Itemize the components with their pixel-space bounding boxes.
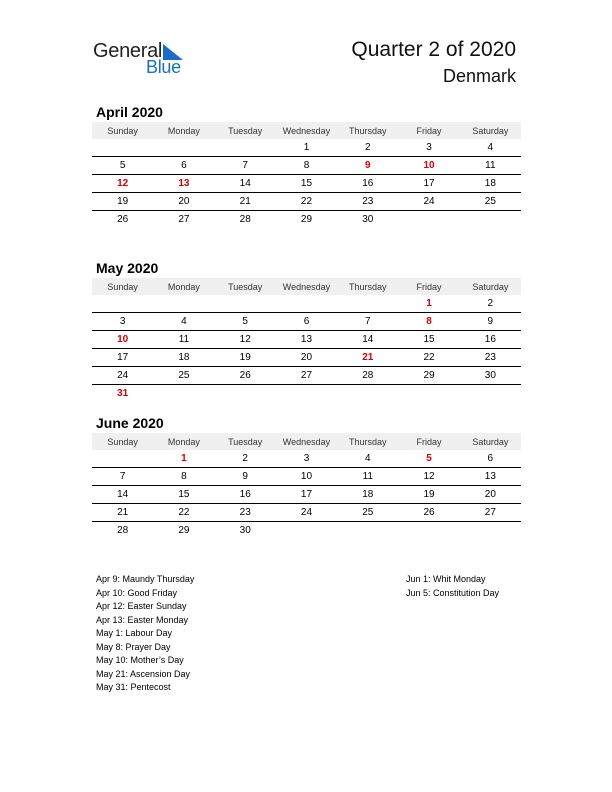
holiday-list-left xyxy=(96,573,194,695)
brand-general-text: General xyxy=(93,40,163,62)
calendar-date: 22 xyxy=(300,196,313,207)
calendar-date: 12 xyxy=(239,334,251,345)
calendar-date: 29 xyxy=(423,370,435,381)
calendar-date: 3 xyxy=(303,453,310,464)
calendar-date: 28 xyxy=(117,525,129,536)
calendar-date: 15 xyxy=(300,178,313,189)
week-row xyxy=(92,349,521,367)
holiday-date: 10 xyxy=(423,160,435,171)
calendar-date: 29 xyxy=(300,214,313,225)
holiday-date: 12 xyxy=(117,178,129,189)
week-row xyxy=(92,157,521,175)
holiday-date: 10 xyxy=(117,334,129,345)
holiday-date: 5 xyxy=(426,453,432,464)
week-row xyxy=(92,450,521,468)
calendar-date: 5 xyxy=(242,316,248,327)
week-row xyxy=(92,175,521,193)
calendar-date: 11 xyxy=(362,471,373,482)
calendar-date: 20 xyxy=(300,352,313,363)
weekday-label: Saturday xyxy=(472,436,509,447)
week-row xyxy=(92,211,521,228)
calendar-date: 30 xyxy=(239,525,251,536)
calendar-date: 6 xyxy=(181,160,187,171)
calendar-date: 28 xyxy=(362,370,374,381)
calendar-date: 4 xyxy=(487,142,494,153)
month-may xyxy=(92,259,521,402)
holiday-date: 1 xyxy=(181,453,187,464)
calendar-date: 3 xyxy=(426,142,432,153)
weekday-label: Monday xyxy=(167,281,200,292)
weekday-label: Tuesday xyxy=(228,436,263,447)
holiday-list-right xyxy=(406,573,499,600)
calendar-date: 21 xyxy=(239,196,251,207)
calendar-date: 16 xyxy=(362,178,374,189)
calendar-date: 15 xyxy=(178,489,190,500)
calendar-date: 27 xyxy=(178,214,190,225)
calendar-date: 30 xyxy=(362,214,374,225)
week-row xyxy=(92,522,521,539)
holiday-entry: May 8: Prayer Day xyxy=(96,641,171,652)
month-june xyxy=(92,414,521,539)
calendar-date: 2 xyxy=(364,142,371,153)
month-title: May 2020 xyxy=(96,260,159,276)
calendar-date: 14 xyxy=(239,178,251,189)
calendar-date: 24 xyxy=(300,507,313,518)
weekday-label: Monday xyxy=(167,125,200,136)
calendar-date: 20 xyxy=(484,489,496,500)
holiday-entry: May 10: Mother’s Day xyxy=(96,655,184,665)
calendar-date: 4 xyxy=(364,453,371,464)
country-name: Denmark xyxy=(442,66,516,86)
calendar-date: 23 xyxy=(239,507,251,518)
calendar-date: 14 xyxy=(362,334,374,345)
weekday-label: Tuesday xyxy=(228,281,263,292)
calendar-date: 14 xyxy=(117,489,129,500)
holiday-entry: Apr 9: Maundy Thursday xyxy=(96,574,195,584)
weekday-label: Sunday xyxy=(107,436,138,447)
calendar-date: 26 xyxy=(423,507,435,518)
holiday-date: 31 xyxy=(117,388,129,399)
calendar-date: 6 xyxy=(487,453,494,464)
week-row xyxy=(92,367,521,385)
calendar-date: 27 xyxy=(484,507,496,518)
calendar-date: 22 xyxy=(423,352,435,363)
weekday-label: Sunday xyxy=(107,125,138,136)
holiday-date: 21 xyxy=(362,352,374,363)
calendar-date: 13 xyxy=(484,471,496,482)
brand-logo xyxy=(93,40,193,80)
calendar-date: 21 xyxy=(117,507,129,518)
calendar-date: 19 xyxy=(239,352,251,363)
calendar-date: 9 xyxy=(242,471,248,482)
week-row xyxy=(92,313,521,331)
page-title: Quarter 2 of 2020 xyxy=(351,38,516,61)
calendar-date: 24 xyxy=(423,196,435,207)
brand-blue-text: Blue xyxy=(146,57,181,77)
holiday-date: 8 xyxy=(426,316,432,327)
calendar-date: 8 xyxy=(303,160,310,171)
weekday-label: Wednesday xyxy=(282,125,331,136)
calendar-date: 12 xyxy=(423,471,435,482)
weekday-header xyxy=(92,433,521,450)
weekday-label: Monday xyxy=(167,436,200,447)
calendar-date: 2 xyxy=(487,298,494,309)
calendar-date: 3 xyxy=(119,316,126,327)
holiday-entry: May 21: Ascension Day xyxy=(96,668,191,679)
holiday-date: 13 xyxy=(178,178,190,189)
calendar-date: 17 xyxy=(423,178,435,189)
week-row xyxy=(92,295,521,313)
calendar-date: 18 xyxy=(178,352,190,363)
week-row xyxy=(92,504,521,522)
calendar-date: 26 xyxy=(239,370,251,381)
month-title: June 2020 xyxy=(96,415,164,431)
week-row xyxy=(92,486,521,504)
calendar-date: 1 xyxy=(303,142,310,153)
holiday-entry: Apr 13: Easter Monday xyxy=(96,614,189,625)
calendar-date: 23 xyxy=(484,352,496,363)
holiday-entry: May 1: Labour Day xyxy=(96,628,173,638)
calendar-date: 22 xyxy=(178,507,190,518)
calendar-date: 11 xyxy=(485,160,496,171)
month-title: April 2020 xyxy=(96,104,163,120)
weekday-header xyxy=(92,122,521,139)
calendar-date: 18 xyxy=(362,489,374,500)
weekday-label: Wednesday xyxy=(282,436,331,447)
weekday-label: Thursday xyxy=(349,436,387,447)
calendar-date: 30 xyxy=(484,370,496,381)
holiday-date: 9 xyxy=(364,160,371,171)
calendar-date: 17 xyxy=(117,352,129,363)
weekday-label: Saturday xyxy=(472,281,509,292)
calendar-date: 6 xyxy=(303,316,310,327)
month-april xyxy=(92,103,521,228)
calendar-date: 16 xyxy=(484,334,496,345)
calendar-date: 2 xyxy=(242,453,248,464)
calendar-date: 7 xyxy=(364,316,371,327)
calendar-date: 4 xyxy=(181,316,187,327)
week-row xyxy=(92,193,521,211)
weekday-label: Wednesday xyxy=(282,281,331,292)
calendar-date: 5 xyxy=(119,160,126,171)
calendar-date: 25 xyxy=(484,196,496,207)
week-row xyxy=(92,385,521,402)
holiday-entry: May 31: Pentecost xyxy=(96,682,171,692)
calendar-date: 20 xyxy=(178,196,190,207)
week-row xyxy=(92,468,521,486)
holiday-entry: Jun 1: Whit Monday xyxy=(406,574,486,584)
calendar-date: 10 xyxy=(300,471,313,482)
calendar-date: 19 xyxy=(117,196,129,207)
calendar-date: 28 xyxy=(239,214,251,225)
calendar-date: 7 xyxy=(119,471,126,482)
calendar-date: 9 xyxy=(487,316,494,327)
weekday-label: Sunday xyxy=(107,281,138,292)
weekday-label: Thursday xyxy=(349,125,387,136)
week-row xyxy=(92,139,521,157)
calendar-date: 17 xyxy=(300,489,313,500)
calendar-date: 25 xyxy=(178,370,190,381)
weekday-label: Thursday xyxy=(349,281,387,292)
weekday-label: Friday xyxy=(416,125,442,136)
week-row xyxy=(92,331,521,349)
weekday-label: Tuesday xyxy=(228,125,263,136)
holiday-date: 1 xyxy=(426,298,432,309)
calendar-date: 13 xyxy=(300,334,313,345)
calendar-date: 29 xyxy=(178,525,190,536)
calendar-date: 23 xyxy=(362,196,374,207)
calendar-date: 27 xyxy=(300,370,313,381)
weekday-label: Friday xyxy=(416,281,442,292)
holiday-entry: Jun 5: Constitution Day xyxy=(406,587,500,598)
weekday-label: Friday xyxy=(416,436,442,447)
holiday-entry: Apr 10: Good Friday xyxy=(96,587,178,598)
calendar-date: 24 xyxy=(117,370,129,381)
calendar-date: 15 xyxy=(423,334,435,345)
calendar-date: 7 xyxy=(242,160,248,171)
holiday-entry: Apr 12: Easter Sunday xyxy=(96,601,187,611)
calendar-date: 25 xyxy=(362,507,374,518)
weekday-label: Saturday xyxy=(472,125,509,136)
calendar-date: 11 xyxy=(178,334,190,345)
calendar-date: 26 xyxy=(117,214,129,225)
calendar-date: 18 xyxy=(484,178,496,189)
calendar-date: 16 xyxy=(239,489,251,500)
calendar-date: 19 xyxy=(423,489,435,500)
calendar-date: 8 xyxy=(181,471,187,482)
weekday-header xyxy=(92,278,521,295)
